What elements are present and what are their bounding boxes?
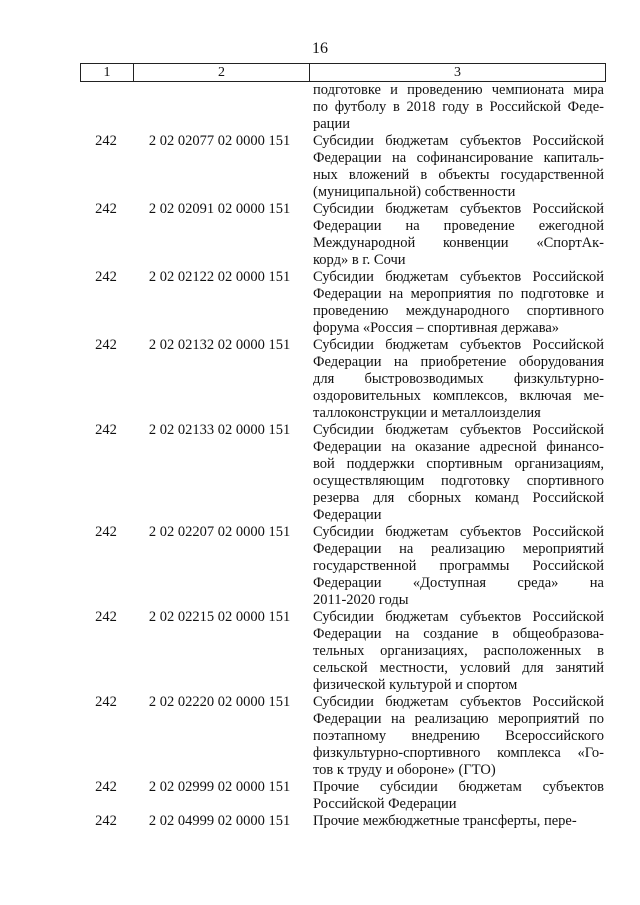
description-line: Российской Федерации [313, 796, 457, 812]
description-line: физкультурно-спортивного комплекса «Го- [313, 745, 604, 761]
page-number: 16 [312, 40, 328, 57]
table-row [80, 269, 606, 337]
admin-code-cell: 242 [95, 201, 117, 217]
table-row [80, 337, 606, 422]
description-cell [307, 269, 606, 337]
description-line: корд» в г. Сочи [313, 252, 406, 268]
description-line: рации [313, 116, 350, 132]
budget-code-cell: 2 02 02132 02 0000 151 [148, 337, 291, 353]
description-line: подготовке и проведению чемпионата мира [313, 82, 604, 98]
description-line: Субсидии бюджетам субъектов Российской [313, 422, 604, 438]
budget-code-cell: 2 02 02999 02 0000 151 [148, 779, 291, 795]
description-line: Федерации на софинансирование капиталь- [313, 150, 604, 166]
description-line: Субсидии бюджетам субъектов Российской [313, 337, 604, 353]
description-line: государственной программы Российской [313, 558, 604, 574]
budget-code-cell: 2 02 04999 02 0000 151 [148, 813, 291, 829]
description-line: поэтапному внедрению Всероссийского [313, 728, 604, 744]
description-line: Федерации «Доступная среда» на [313, 575, 604, 591]
description-line: вой поддержки спортивным организациям, [313, 456, 604, 472]
description-line: Федерации на приобретение оборудования [313, 354, 604, 370]
admin-code-cell [80, 82, 132, 133]
description-line: Субсидии бюджетам субъектов Российской [313, 524, 604, 540]
description-cell [307, 422, 606, 524]
admin-code-cell: 242 [95, 813, 117, 829]
budget-code-cell: 2 02 02207 02 0000 151 [148, 524, 291, 540]
budget-code-cell: 2 02 02215 02 0000 151 [148, 609, 291, 625]
table-row [80, 813, 606, 830]
table-row [80, 779, 606, 813]
header-col-2: 2 [134, 64, 310, 81]
budget-code-cell: 2 02 02220 02 0000 151 [148, 694, 291, 710]
description-line: по футболу в 2018 году в Российской Феде- [313, 99, 604, 115]
description-line: Федерации на создание в общеобразова- [313, 626, 604, 642]
description-cell [307, 82, 606, 133]
description-line: 2011-2020 годы [313, 592, 409, 608]
description-line: оздоровительных комплексов, включая ме- [313, 388, 604, 404]
description-line: Субсидии бюджетам субъектов Российской [313, 694, 604, 710]
admin-code-cell: 242 [95, 337, 117, 353]
table-row [80, 422, 606, 524]
description-line: физической культурой и спортом [313, 677, 518, 693]
admin-code-cell: 242 [95, 694, 117, 710]
description-line: сельской местности, условий для занятий [313, 660, 604, 676]
budget-code-cell: 2 02 02091 02 0000 151 [148, 201, 291, 217]
admin-code-cell: 242 [95, 524, 117, 540]
description-cell [307, 813, 606, 830]
description-line: ных вложений в объекты государственной [313, 167, 604, 183]
description-line: проведению международного спортивного [313, 303, 604, 319]
budget-code-cell [132, 82, 307, 133]
description-line: Субсидии бюджетам субъектов Российской [313, 133, 604, 149]
description-line: Прочие межбюджетные трансферты, пере- [313, 813, 577, 829]
description-cell [307, 779, 606, 813]
table-header [80, 63, 606, 82]
budget-code-cell: 2 02 02122 02 0000 151 [148, 269, 291, 285]
description-line: для быстровозводимых физкультурно- [313, 371, 604, 387]
table-row [80, 201, 606, 269]
description-line: Федерации на проведение ежегодной [313, 218, 604, 234]
description-line: (муниципальной) собственности [313, 184, 516, 200]
description-line: Субсидии бюджетам субъектов Российской [313, 269, 604, 285]
description-line: Федерации на реализацию мероприятий по [313, 711, 604, 727]
description-line: тельных организациях, расположенных в [313, 643, 604, 659]
description-line: Федерации на оказание адресной финансо- [313, 439, 604, 455]
header-col-1: 1 [81, 64, 134, 81]
description-line: Федерации на реализацию мероприятий [313, 541, 604, 557]
description-line: форума «Россия – спортивная держава» [313, 320, 560, 336]
budget-code-cell: 2 02 02133 02 0000 151 [148, 422, 291, 438]
description-cell [307, 133, 606, 201]
table-row [80, 133, 606, 201]
table-row [80, 609, 606, 694]
header-col-3: 3 [454, 65, 461, 80]
admin-code-cell: 242 [95, 609, 117, 625]
table-row [80, 82, 606, 133]
admin-code-cell: 242 [95, 779, 117, 795]
description-line: Субсидии бюджетам субъектов Российской [313, 201, 604, 217]
budget-code-cell: 2 02 02077 02 0000 151 [148, 133, 291, 149]
description-line: осуществляющим подготовку спортивного [313, 473, 604, 489]
description-line: таллоконструкции и металлоизделия [313, 405, 541, 421]
description-cell [307, 524, 606, 609]
description-line: резерва для сборных команд Российской [313, 490, 604, 506]
table-row [80, 694, 606, 779]
description-line: Международной конвенции «СпортАк- [313, 235, 604, 251]
table-row [80, 524, 606, 609]
table-body [80, 82, 606, 830]
description-cell [307, 337, 606, 422]
description-line: Федерации на мероприятия по подготовке и [313, 286, 604, 302]
description-cell [307, 609, 606, 694]
description-cell [307, 201, 606, 269]
admin-code-cell: 242 [95, 269, 117, 285]
description-line: Субсидии бюджетам субъектов Российской [313, 609, 604, 625]
description-line: Федерации [313, 507, 382, 523]
admin-code-cell: 242 [95, 133, 117, 149]
admin-code-cell: 242 [95, 422, 117, 438]
description-line: Прочие субсидии бюджетам субъектов [313, 779, 604, 795]
description-line: тов к труду и обороне» (ГТО) [313, 762, 496, 778]
description-cell [307, 694, 606, 779]
